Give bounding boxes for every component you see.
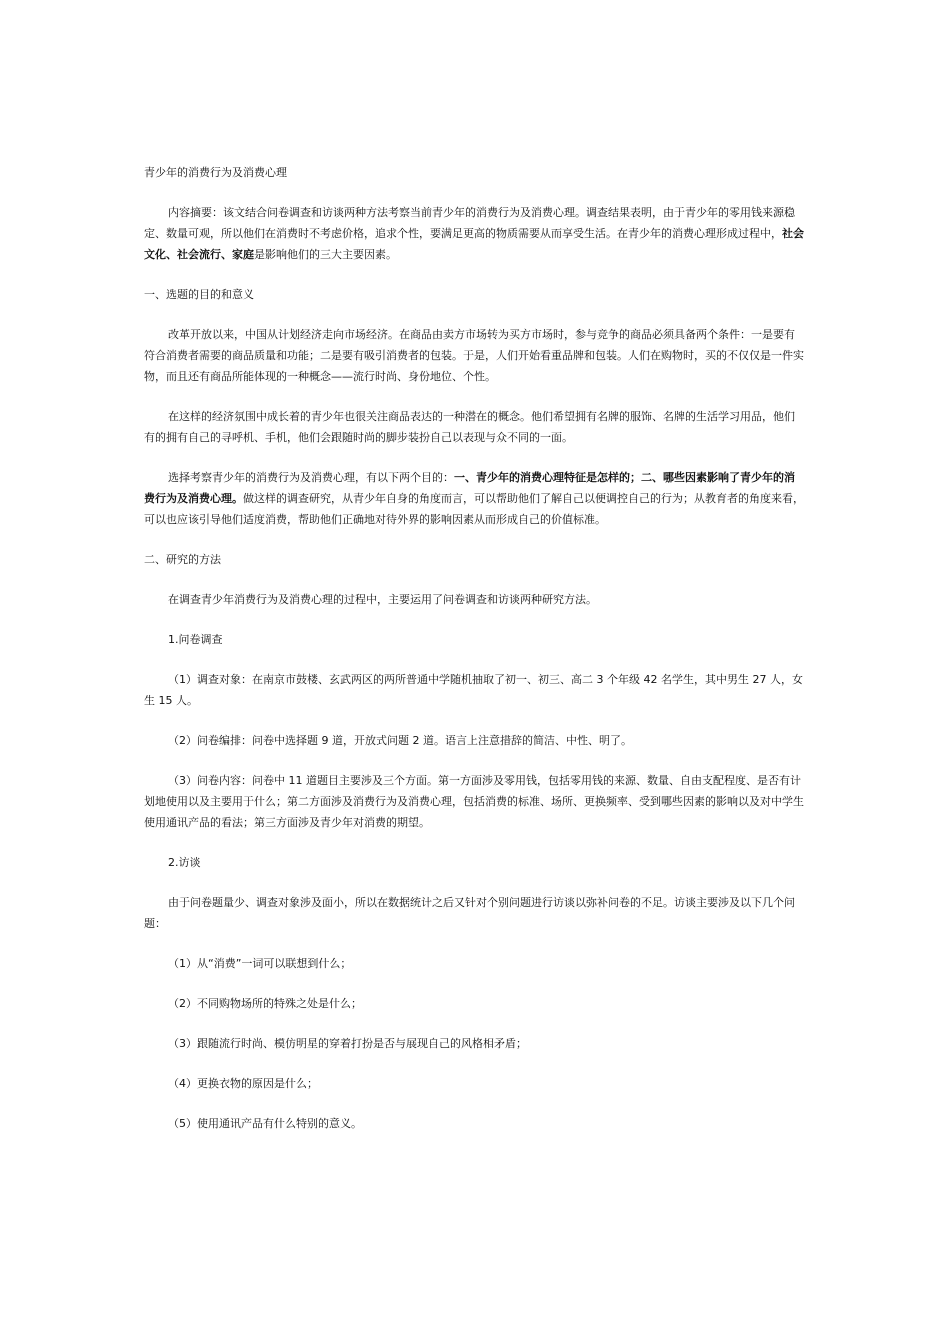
abstract-text: 内容摘要：该文结合问卷调查和访谈两种方法考察当前青少年的消费行为及消费心理。调查结果表明，由于青少年的零用钱来源稳定、数量可观，所以他们在消费时不考虑价格，追求个性，要满足更高的物质需要从而享受生活。在青少年的消费心理形成过程中， bbox=[144, 206, 795, 240]
purpose-intro: 选择考察青少年的消费行为及消费心理，有以下两个目的： bbox=[168, 471, 454, 484]
section1-paragraph-3 bbox=[144, 467, 804, 530]
abstract-paragraph bbox=[144, 202, 804, 265]
interview-item-3: （3）跟随流行时尚、模仿明星的穿着打扮是否与展现自己的风格相矛盾； bbox=[168, 1037, 527, 1050]
abstract-text-end: 是影响他们的三大主要因素。 bbox=[254, 248, 397, 261]
purpose-text: 做这样的调查研究，从青少年自身的角度而言，可以帮助他们了解自己以便调控自己的行为；从教育者的角度来看，可以也应该引导他们适度消费，帮助他们正确地对待外界的影响因素从而形成自己的价值标准。 bbox=[144, 492, 804, 526]
document-title: 青少年的消费行为及消费心理 bbox=[144, 166, 287, 179]
interview-item-1: （1）从“消费”一词可以联想到什么； bbox=[168, 957, 352, 970]
questionnaire-item-1: （1）调查对象：在南京市鼓楼、玄武两区的两所普通中学随机抽取了初一、初三、高二 3 个年级 42 名学生，其中男生 27 人，女生 15 人。 bbox=[144, 673, 803, 707]
purpose-bold: 一、青少年的消费心理特征是怎样的；二、哪些因素影响了青少年的消费行为及消费心理。 bbox=[144, 471, 795, 505]
interview-item-5: （5）使用通讯产品有什么特别的意义。 bbox=[168, 1117, 362, 1130]
section1-heading: 一、选题的目的和意义 bbox=[144, 288, 254, 301]
section2-intro: 在调查青少年消费行为及消费心理的过程中，主要运用了问卷调查和访谈两种研究方法。 bbox=[168, 593, 597, 606]
section1-paragraph-1: 改革开放以来，中国从计划经济走向市场经济。在商品由卖方市场转为买方市场时，参与竞争的商品必须具备两个条件：一是要有符合消费者需要的商品质量和功能；二是要有吸引消费者的包装。于是，人们开始看重品牌和包装。人们在购物时，买的不仅仅是一件实物，而且还有商品所能体现的一种概念——流行时尚、身份地位、个性。 bbox=[144, 328, 804, 383]
section1-paragraph-2: 在这样的经济氛围中成长着的青少年也很关注商品表达的一种潜在的概念。他们希望拥有名牌的服饰、名牌的生活学习用品，他们有的拥有自己的寻呼机、手机，他们会跟随时尚的脚步装扮自己以表现与众不同的一面。 bbox=[144, 410, 795, 444]
subsection-interview: 2.访谈 bbox=[168, 856, 201, 869]
subsection-questionnaire: 1.问卷调查 bbox=[168, 633, 223, 646]
questionnaire-item-2: （2）问卷编排：问卷中选择题 9 道，开放式问题 2 道。语言上注意措辞的简洁、中性、明了。 bbox=[168, 734, 632, 747]
interview-item-2: （2）不同购物场所的特殊之处是什么； bbox=[168, 997, 362, 1010]
document-body bbox=[144, 162, 804, 1153]
section2-heading: 二、研究的方法 bbox=[144, 553, 221, 566]
interview-item-4: （4）更换衣物的原因是什么； bbox=[168, 1077, 318, 1090]
abstract-bold-factors: 社会文化、社会流行、家庭 bbox=[144, 227, 804, 261]
questionnaire-item-3: （3）问卷内容：问卷中 11 道题目主要涉及三个方面。第一方面涉及零用钱，包括零用钱的来源、数量、自由支配程度、是否有计划地使用以及主要用于什么；第二方面涉及消费行为及消费心理，包括消费的标准、场所、更换频率、受到哪些因素的影响以及对中学生使用通讯产品的看法；第三方面涉及青少年对消费的期望。 bbox=[144, 774, 804, 829]
interview-intro: 由于问卷题量少、调查对象涉及面小，所以在数据统计之后又针对个别问题进行访谈以弥补问卷的不足。访谈主要涉及以下几个问题： bbox=[144, 896, 795, 930]
